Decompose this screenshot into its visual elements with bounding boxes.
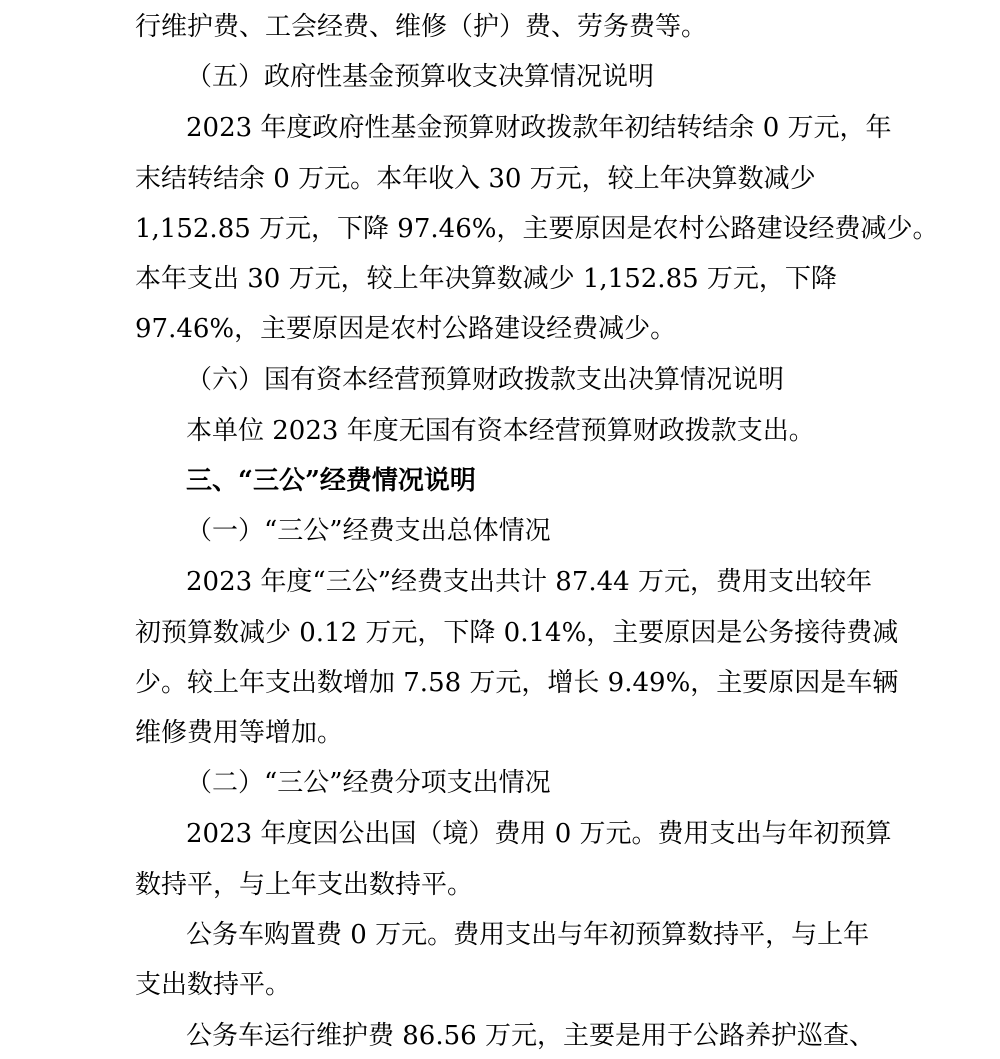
paragraph-line: 本年支出 30 万元，较上年决算数减少 1,152.85 万元，下降 <box>135 264 837 294</box>
paragraph-line: 初预算数减少 0.12 万元，下降 0.14%，主要原因是公务接待费减 <box>135 618 899 648</box>
section-heading-5: （五）政府性基金预算收支决算情况说明 <box>186 62 655 92</box>
paragraph-line: 97.46%，主要原因是农村公路建设经费减少。 <box>135 314 677 344</box>
paragraph-line: 维修费用等增加。 <box>135 718 344 748</box>
paragraph-line: 数持平，与上年支出数持平。 <box>135 870 474 900</box>
subsection-heading-2: （二）“三公”经费分项支出情况 <box>186 768 551 798</box>
paragraph-line: 公务车购置费 0 万元。费用支出与年初预算数持平，与上年 <box>186 920 870 950</box>
paragraph-line: 末结转结余 0 万元。本年收入 30 万元，较上年决算数减少 <box>135 164 816 194</box>
paragraph-line: 少。较上年支出数增加 7.58 万元，增长 9.49%，主要原因是车辆 <box>135 668 899 698</box>
paragraph-line: 行维护费、工会经费、维修（护）费、劳务费等。 <box>135 12 708 42</box>
paragraph-line: 2023 年度“三公”经费支出共计 87.44 万元，费用支出较年 <box>186 567 872 597</box>
section-heading-6: （六）国有资本经营预算财政拨款支出决算情况说明 <box>186 365 785 395</box>
paragraph-line: 2023 年度政府性基金预算财政拨款年初结转结余 0 万元，年 <box>186 113 892 143</box>
paragraph-line: 公务车运行维护费 86.56 万元，主要是用于公路养护巡查、 <box>186 1021 875 1051</box>
paragraph-line: 1,152.85 万元，下降 97.46%，主要原因是农村公路建设经费减少。 <box>135 214 939 244</box>
paragraph-line: 2023 年度因公出国（境）费用 0 万元。费用支出与年初预算 <box>186 819 892 849</box>
section-heading-3: 三、“三公”经费情况说明 <box>186 466 476 496</box>
paragraph-line: 本单位 2023 年度无国有资本经营预算财政拨款支出。 <box>186 416 815 446</box>
paragraph-line: 支出数持平。 <box>135 970 292 1000</box>
subsection-heading-1: （一）“三公”经费支出总体情况 <box>186 516 551 546</box>
